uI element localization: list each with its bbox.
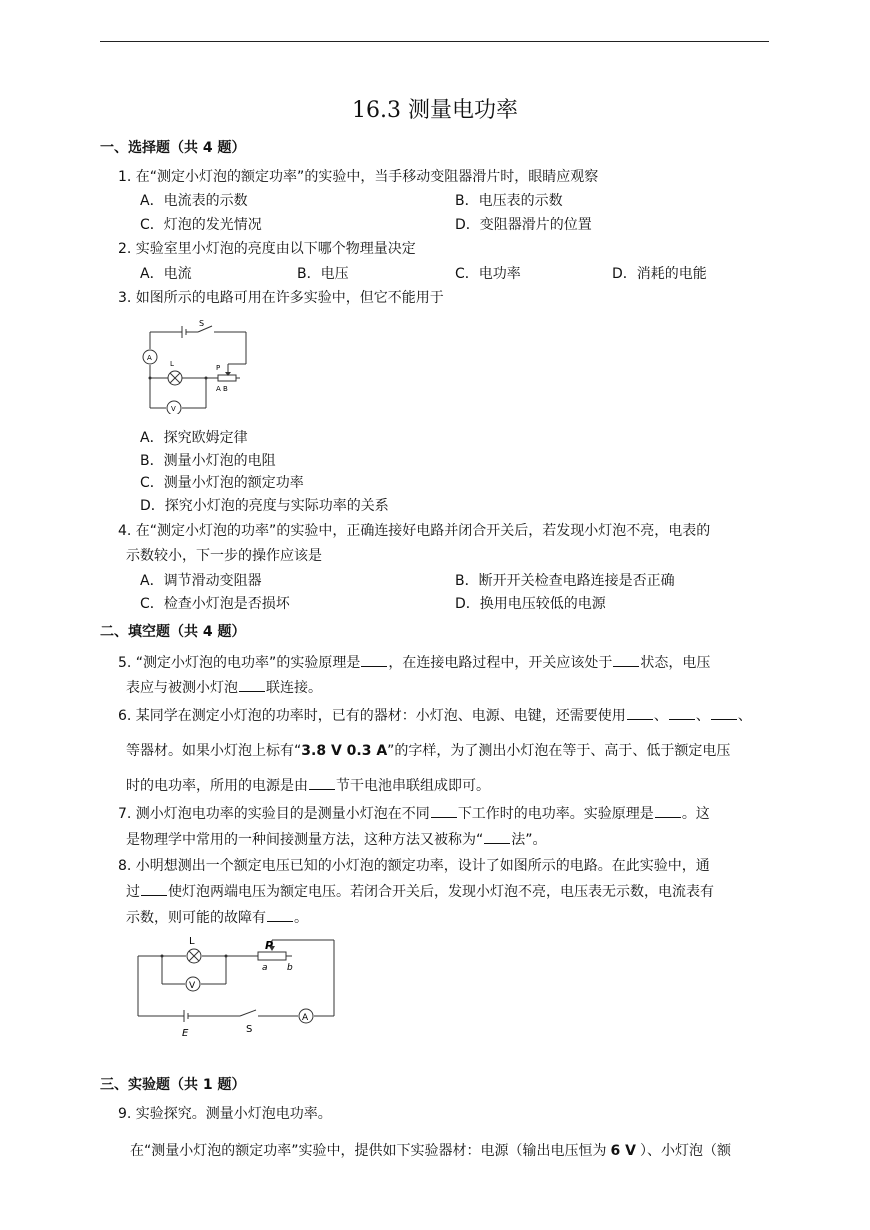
q4-option-a: A．调节滑动变阻器	[140, 573, 262, 589]
answer-blank[interactable]	[431, 805, 457, 818]
ammeter-label: A	[147, 354, 152, 362]
question-6-line3: 时的电功率，所用的电源是由 节干电池串联组成即可。	[126, 778, 490, 794]
section-heading: 一、选择题（共 4 题）	[100, 140, 246, 156]
q2-option-c: C．电功率	[455, 266, 521, 282]
rheostat-ends-label: A B	[216, 385, 228, 393]
switch-label: S	[199, 319, 205, 328]
voltmeter-label: V	[189, 981, 196, 991]
question-1-stem: 1. 在“测定小灯泡的额定功率”的实验中，当手移动变阻器滑片时，眼睛应观察	[118, 169, 599, 185]
q4-option-d: D．换用电压较低的电源	[455, 596, 606, 612]
question-5-line2: 表应与被测小灯泡 联连接。	[126, 680, 322, 696]
battery-label: E	[182, 1028, 189, 1036]
question-5-line1: 5. “测定小灯泡的电功率”的实验原理是 ，在连接电路过程中，开关应该处于 状态，电压	[118, 655, 711, 671]
answer-blank[interactable]	[711, 707, 737, 720]
question-8-line2: 过 使灯泡两端电压为额定电压。若闭合开关后，发现小灯泡不亮，电压表无示数，电流表有	[126, 884, 714, 900]
section-heading: 三、实验题（共 1 题）	[100, 1077, 246, 1093]
ammeter-label: A	[302, 1013, 309, 1023]
q1-option-c: C．灯泡的发光情况	[140, 217, 262, 233]
question-4-stem-line2: 示数较小，下一步的操作应该是	[126, 548, 322, 564]
slider-label: P	[265, 939, 274, 952]
rheostat-end-b: b	[287, 963, 293, 973]
answer-blank[interactable]	[267, 909, 293, 922]
answer-blank[interactable]	[655, 805, 681, 818]
q4-option-c: C．检查小灯泡是否损坏	[140, 596, 290, 612]
answer-blank[interactable]	[484, 831, 510, 844]
q1-option-b: B．电压表的示数	[455, 193, 563, 209]
q8-circuit-diagram	[132, 932, 342, 1036]
answer-blank[interactable]	[309, 777, 335, 790]
answer-blank[interactable]	[613, 654, 639, 667]
question-6-line1: 6. 某同学在测定小灯泡的功率时，已有的器材：小灯泡、电源、电键，还需要使用 、 、 、	[118, 708, 752, 724]
question-8-line3: 示数，则可能的故障有 。	[126, 910, 308, 926]
question-4-stem-line1: 4. 在“测定小灯泡的功率”的实验中，正确连接好电路并闭合开关后，若发现小灯泡不亮，电表的	[118, 523, 711, 539]
q2-option-d: D．消耗的电能	[612, 266, 707, 282]
voltmeter-label: V	[171, 405, 176, 413]
question-9-line1: 在“测量小灯泡的额定功率”实验中，提供如下实验器材：电源（输出电压恒为 6 V ）、小灯泡（额	[130, 1143, 731, 1159]
q3-option-a: A．探究欧姆定律	[140, 430, 248, 446]
lamp-label: L	[170, 360, 174, 368]
page-title: 16.3 测量电功率	[352, 98, 518, 123]
question-2-stem: 2. 实验室里小灯泡的亮度由以下哪个物理量决定	[118, 241, 416, 257]
header-rule	[100, 41, 769, 42]
q2-option-a: A．电流	[140, 266, 192, 282]
section-heading: 二、填空题（共 4 题）	[100, 624, 246, 640]
lamp-label: L	[189, 936, 195, 947]
question-7-line1: 7. 测小灯泡电功率的实验目的是测量小灯泡在不同 下工作时的电功率。实验原理是 。这	[118, 806, 710, 822]
q3-circuit-diagram	[136, 314, 252, 414]
q2-option-b: B．电压	[297, 266, 349, 282]
question-7-line2: 是物理学中常用的一种间接测量方法，这种方法又被称为“ 法”。	[126, 832, 547, 848]
rheostat-end-a: a	[262, 963, 268, 973]
answer-blank[interactable]	[361, 654, 387, 667]
q3-option-d: D．探究小灯泡的亮度与实际功率的关系	[140, 498, 389, 514]
slider-label: P	[216, 364, 221, 372]
q4-option-b: B．断开开关检查电路连接是否正确	[455, 573, 675, 589]
answer-blank[interactable]	[239, 679, 265, 692]
question-3-stem: 3. 如图所示的电路可用在许多实验中，但它不能用于	[118, 290, 444, 306]
switch-label: S	[246, 1024, 253, 1035]
q1-option-a: A．电流表的示数	[140, 193, 248, 209]
answer-blank[interactable]	[627, 707, 653, 720]
question-6-line2: 等器材。如果小灯泡上标有“3.8 V 0.3 A”的字样，为了测出小灯泡在等于、高于、低于额定电压	[126, 743, 731, 759]
answer-blank[interactable]	[141, 883, 167, 896]
question-8-line1: 8. 小明想测出一个额定电压已知的小灯泡的额定功率，设计了如图所示的电路。在此实验中，通	[118, 858, 710, 874]
q3-option-b: B．测量小灯泡的电阻	[140, 453, 276, 469]
question-9-stem: 9. 实验探究。测量小灯泡电功率。	[118, 1106, 332, 1122]
q1-option-d: D．变阻器滑片的位置	[455, 217, 592, 233]
answer-blank[interactable]	[669, 707, 695, 720]
q3-option-c: C．测量小灯泡的额定功率	[140, 475, 304, 491]
